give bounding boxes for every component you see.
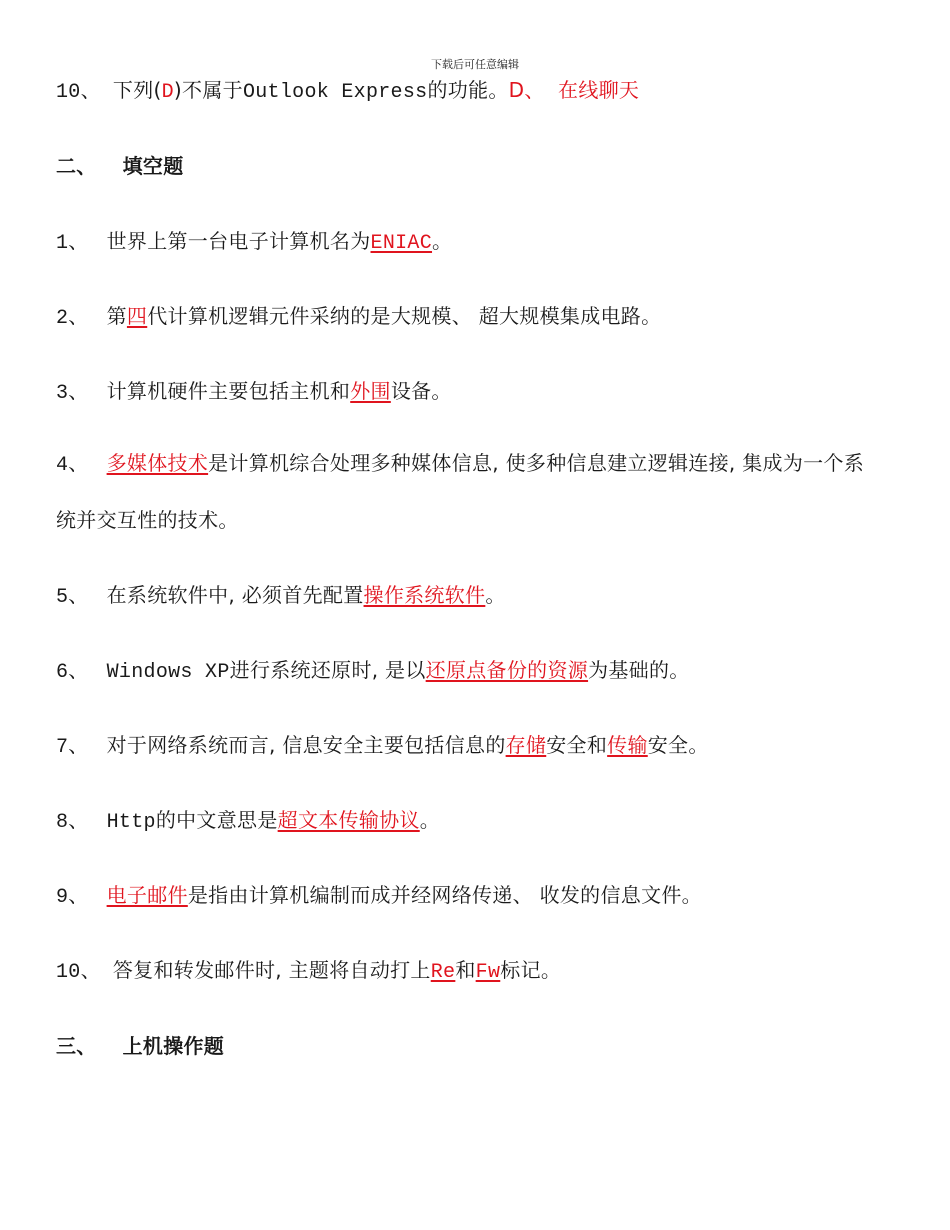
page-header: 下载后可任意编辑 [431, 58, 519, 71]
answer-blank: 四 [126, 304, 148, 328]
answer-blank: 超文本传输协议 [277, 808, 420, 832]
answer-blank: ENIAC [370, 232, 433, 255]
fill-question-3: 3、 计算机硬件主要包括主机和外围设备。 [56, 379, 452, 405]
product-name: Outlook Express [242, 81, 428, 104]
question-10-mc: 10、 下列(D)不属于Outlook Express的功能。D、 在线聊天 [56, 78, 640, 104]
fill-question-7: 7、 对于网络系统而言, 信息安全主要包括信息的存储安全和传输安全。 [56, 733, 709, 759]
section-heading-fill-in: 二、 填空题 [56, 154, 184, 178]
fill-question-5: 5、 在系统软件中, 必须首先配置操作系统软件。 [56, 583, 506, 609]
section-heading-practical: 三、 上机操作题 [56, 1034, 225, 1058]
fill-question-6: 6、 Windows XP进行系统还原时, 是以还原点备份的资源为基础的。 [56, 658, 690, 684]
answer-blank: 电子邮件 [106, 883, 188, 907]
option-text: 在线聊天 [558, 78, 640, 102]
answer-blank: 外围 [350, 379, 391, 403]
fill-question-8: 8、 Http的中文意思是超文本传输协议。 [56, 808, 441, 834]
fill-question-10: 10、 答复和转发邮件时, 主题将自动打上Re和Fw标记。 [56, 958, 562, 984]
answer-blank-2: 传输 [607, 733, 648, 757]
answer-blank: 还原点备份的资源 [425, 658, 589, 682]
option-letter: D、 [508, 78, 545, 102]
answer-blank: 多媒体技术 [106, 451, 209, 475]
fill-question-9: 9、 电子邮件是指由计算机编制而成并经网络传递、 收发的信息文件。 [56, 883, 702, 909]
answer-letter: D [161, 81, 174, 104]
answer-blank-2: Fw [475, 961, 501, 984]
fill-question-1: 1、 世界上第一台电子计算机名为ENIAC。 [56, 229, 453, 255]
answer-blank: Re [430, 961, 456, 984]
fill-question-4: 4、 多媒体技术是计算机综合处理多种媒体信息, 使多种信息建立逻辑连接, 集成为一个系统并交互性的技术。 [56, 451, 865, 532]
fill-question-2: 2、 第四代计算机逻辑元件采纳的是大规模、 超大规模集成电路。 [56, 304, 662, 330]
answer-blank: 操作系统软件 [363, 583, 486, 607]
answer-blank: 存储 [505, 733, 547, 757]
question-number: 10、 [56, 81, 101, 104]
